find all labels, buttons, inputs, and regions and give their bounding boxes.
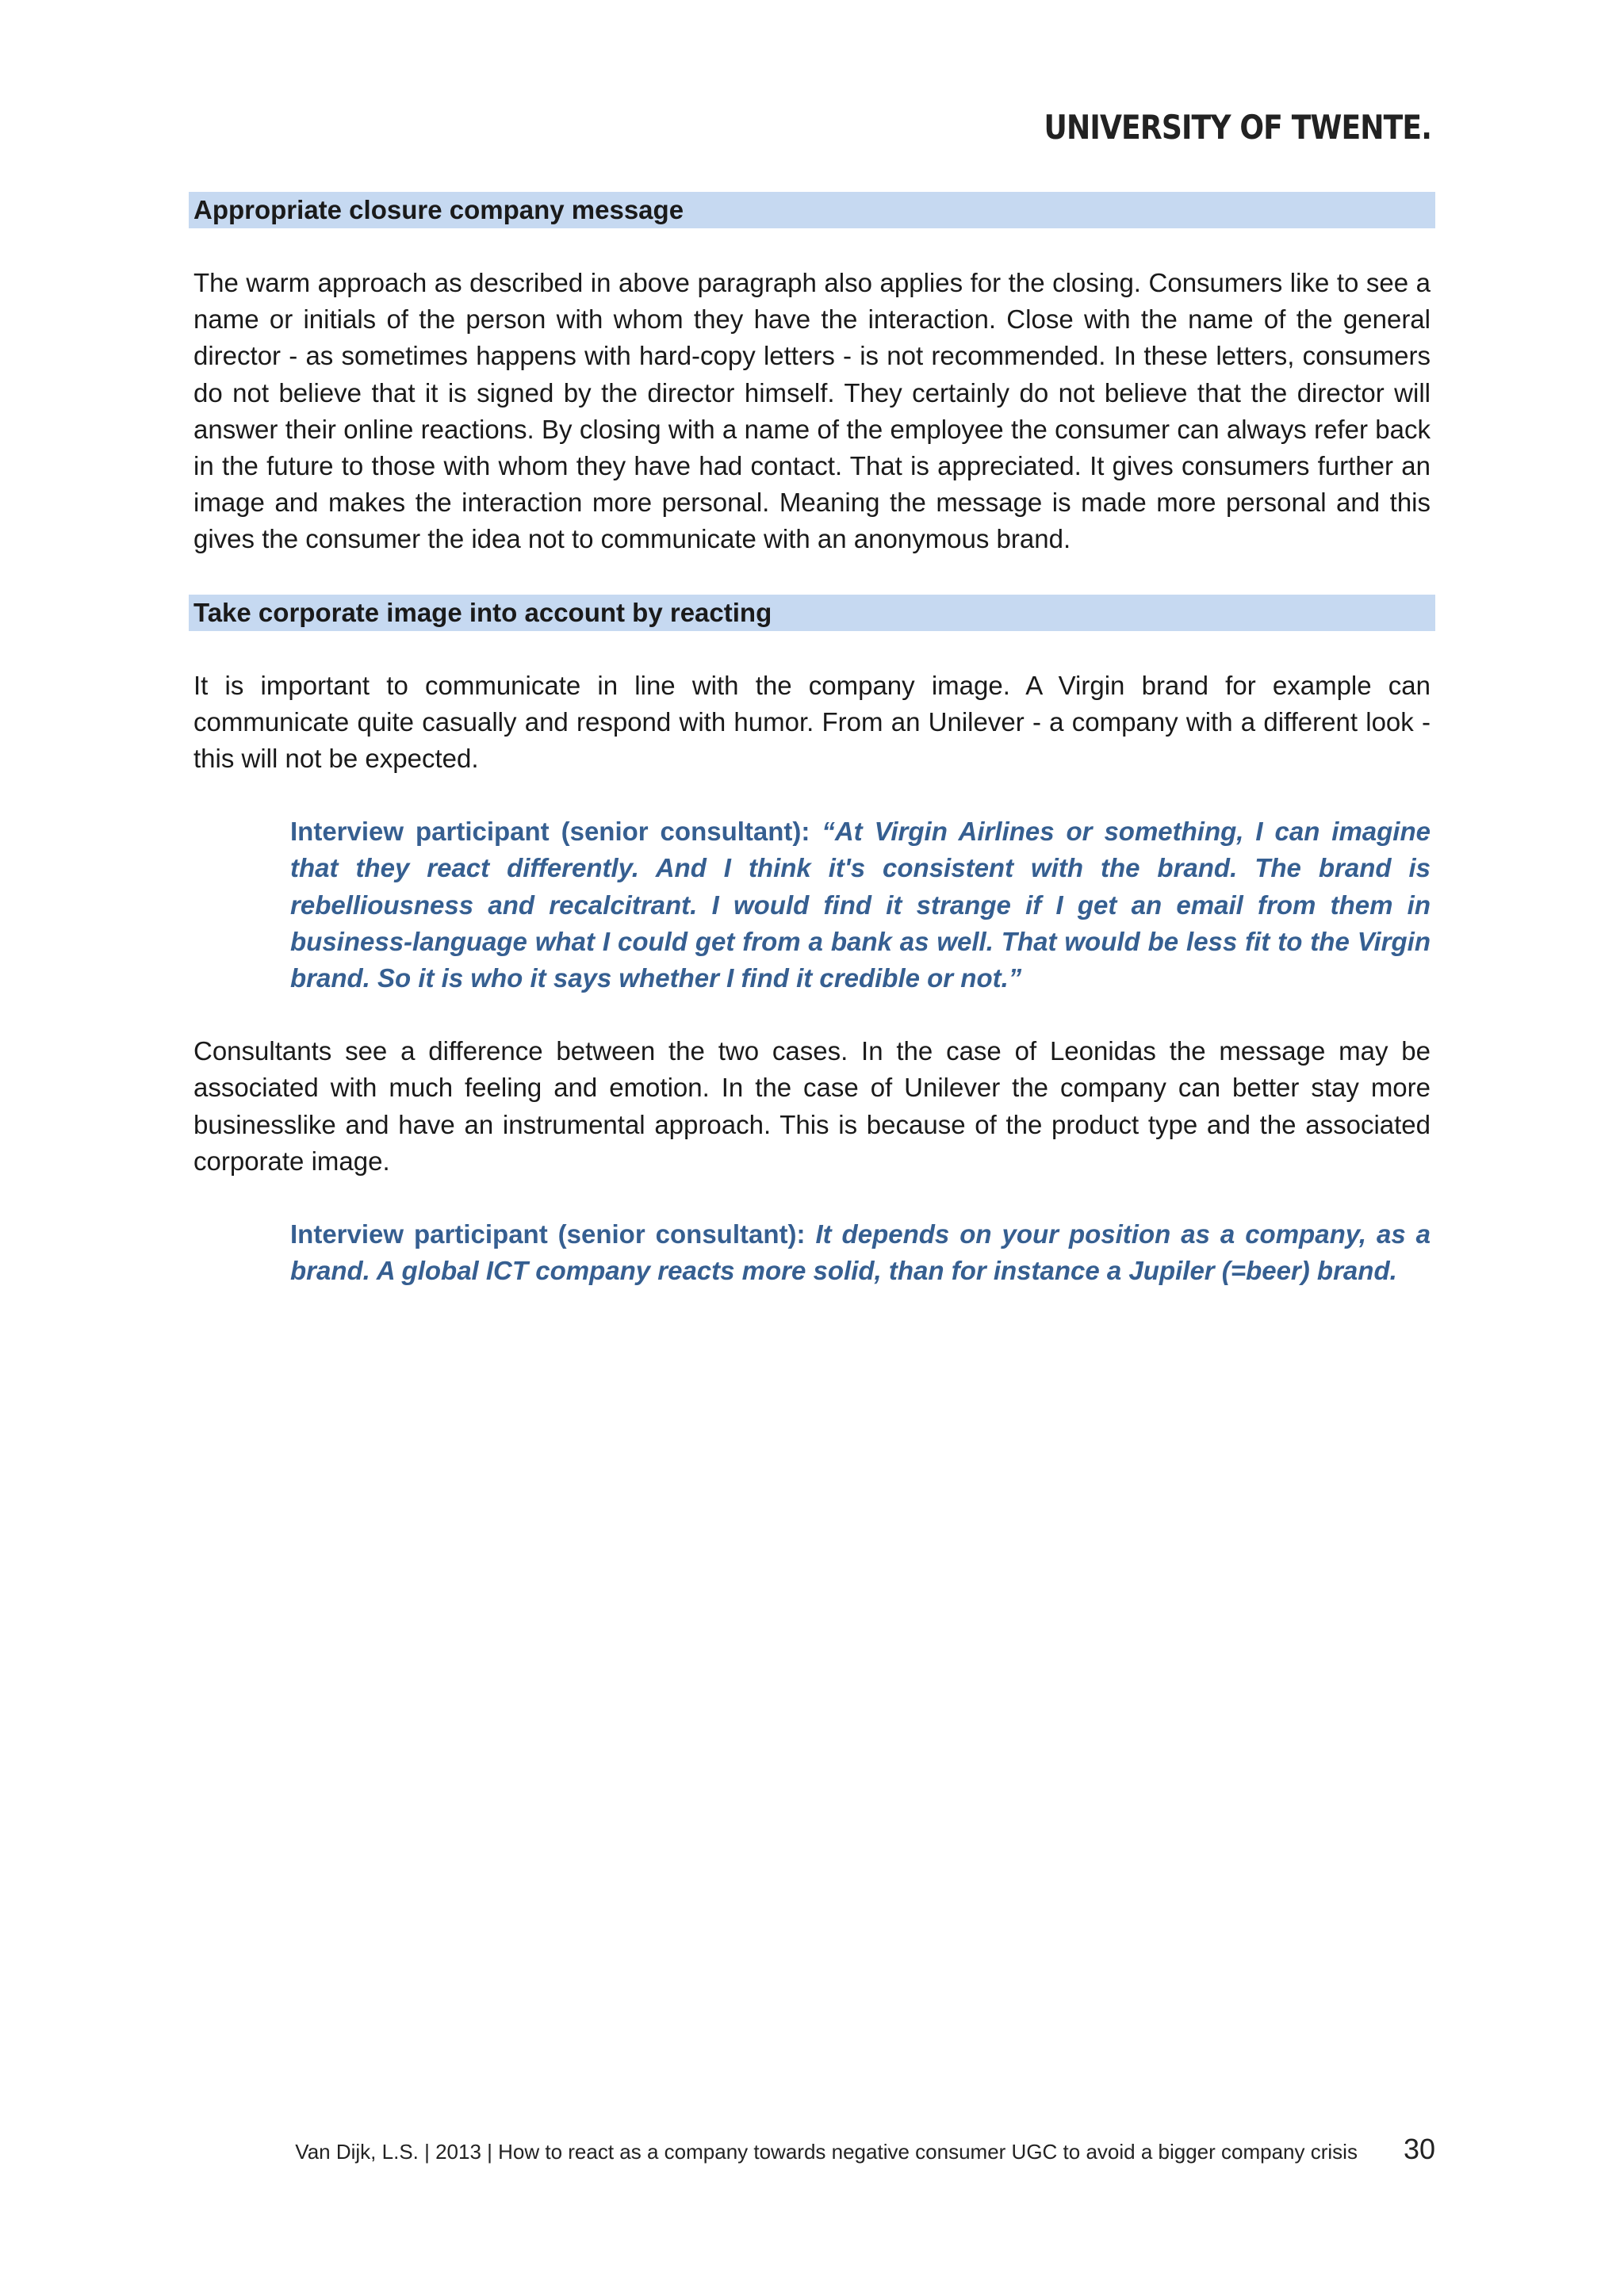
spacer [189, 228, 1435, 265]
page-content [189, 192, 1435, 1289]
quote-text: It depends on your position as a company, as a brand. A global ICT company reacts more solid, than for instance a Jupiler (=beer) brand. [290, 1219, 1431, 1286]
section-heading-closure: Appropriate closure company message [189, 192, 1435, 228]
spacer [189, 777, 1435, 813]
interview-quote-virgin [189, 813, 1435, 997]
spacer [189, 631, 1435, 668]
footer-citation: Van Dijk, L.S. | 2013 | How to react as a company towards negative consumer UGC to avoid a bigger company crisis [295, 2140, 1358, 2164]
university-logo: UNIVERSITY OF TWENTE. [1044, 108, 1431, 147]
quote-text: “At Virgin Airlines or something, I can imagine that they react differently. And I think it's consistent with the brand. The brand is rebelliousness and recalcitrant. I would find it strange if I get an email from them in business-language what I could get from a bank as well. That would be less fit to the Virgin brand. So it is who it says whether I find it credible or not.” [290, 817, 1431, 993]
paragraph-corporate-image: It is important to communicate in line with the company image. A Virgin brand for example can communicate quite casually and respond with humor. From an Unilever - a company with a different look - this will not be expected. [193, 670, 1431, 774]
paragraph-closure: The warm approach as described in above paragraph also applies for the closing. Consumers like to see a name or initials of the person with whom they have the interaction. Close with the name of the general director - as sometimes happens with hard-copy letters - is not recommended. In these letters, consumers do not believe that it is signed by the director himself. They certainly do not believe that the director will answer their online reactions. By closing with a name of the employee the consumer can always refer back in the future to those with whom they have had contact. That is appreciated. It gives consumers further an image and makes the interaction more personal. Meaning the message is made more personal and this gives the consumer the idea not to communicate with an anonymous brand. [193, 268, 1431, 554]
paragraph-consultants: Consultants see a difference between the two cases. In the case of Leonidas the message may be associated with much feeling and emotion. In the case of Unilever the company can better stay more businesslike and have an instrumental approach. This is because of the product type and the associated corporate image. [193, 1036, 1431, 1176]
quote-speaker: Interview participant (senior consultant): [290, 1219, 806, 1249]
spacer [189, 558, 1435, 595]
interview-quote-ict [189, 1216, 1435, 1289]
spacer [189, 997, 1435, 1033]
page-number: 30 [1403, 2133, 1435, 2165]
section-heading-corporate-image: Take corporate image into account by reacting [189, 595, 1435, 631]
quote-speaker: Interview participant (senior consultant): [290, 817, 810, 847]
page-footer [295, 2133, 1435, 2166]
spacer [189, 1180, 1435, 1216]
